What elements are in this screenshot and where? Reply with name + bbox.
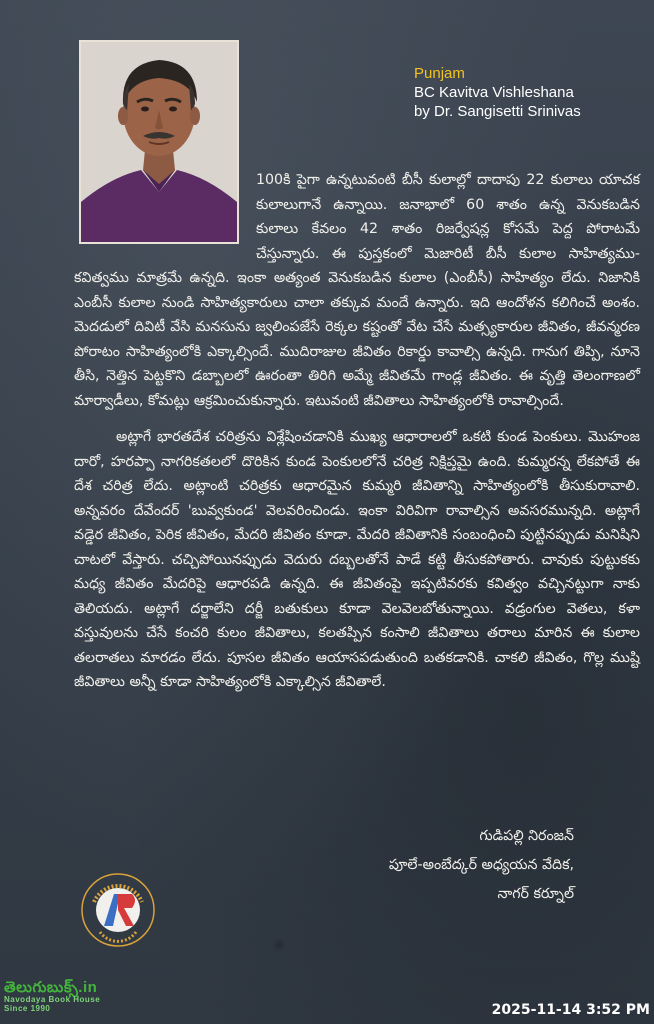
publisher-watermark xyxy=(4,980,100,1013)
body-text xyxy=(74,168,640,695)
signature-place: నాగర్ కర్నూల్ xyxy=(497,886,574,902)
book-author: by Dr. Sangisetti Srinivas xyxy=(414,103,581,120)
organization-seal-logo xyxy=(80,872,156,948)
signature-name: గుడిపల్లి నిరంజన్ xyxy=(479,828,574,844)
signature-organization: పూలే-అంబేద్కర్ అధ్యయన వేదిక, xyxy=(388,857,574,873)
watermark-site: తెలుగుబుక్స్.in xyxy=(4,979,98,996)
printing-smudge xyxy=(272,938,286,952)
watermark-since: Since 1990 xyxy=(4,1004,51,1013)
paragraph-1: 100కి పైగా ఉన్నటువంటి బీసీ కులాల్లో దాదాపు 22 కులాలు యాచక కులాలుగానే ఉన్నాయి. జనాభాలో 60 శాతం ఉన్న వెనుకబడిన కులాలు కేవలం 42 శాతం రిజర్వేషన్ల కోసమే పెద్ద పోరాటమే చేస్తున్నారు. ఈ పుస్తకంలో మెజారిటీ బీసీ కులాల సాహిత్యము- కవిత్వము మాత్రమే ఉన్నది. ఇంకా అత్యంత వెనుకబడిన కులాల (ఎంబీసీ) సాహిత్యం లేదు. నిజానికి ఎంబీసీ కులాల నుండి సాహిత్యకారులు చాలా తక్కువ మందే ఉన్నారు. ఇది ఆందోళన కలిగించే అంశం. మెదడులో దివిటీ వేసి మనసును జ్వలింపజేసే రెక్కల కష్టంతో వేట చేసే మత్స్యకారుల జీవితం, జీవన్మరణ పోరాటం సాహిత్యంలోకి ఎక్కాల్సిందే. ముదిరాజుల జీవితం రికార్డు కావాల్సి ఉన్నది. గానుగ తిప్పి, నూనె తీసి, నెత్తిన పెట్టకొని డబ్బాలలో ఊరంతా తిరిగి అమ్మే జీవితమే గాండ్ల జీవితం. ఈ వృత్తి తెలంగాణలో మార్వాడీలు, కోమట్లు ఆక్రమించుకున్నారు. ఇటువంటి జీవితాలు సాహిత్యంలోకి రావాల్సిందే. xyxy=(74,172,640,409)
watermark-publisher: Navodaya Book House xyxy=(4,995,101,1004)
signature-block xyxy=(254,822,574,909)
paragraph-2: అట్లాగే భారతదేశ చరిత్రను విశ్లేషించడానికి ముఖ్య ఆధారాలలో ఒకటి కుండ పెంకులు. మొహంజ దారో, హరప్పా నాగరికతలలో దొరికిన కుండ పెంకులలోనే చరిత్ర నిక్షిప్తమై ఉంది. కుమ్మరన్న లేకపోతే ఈ దేశ చరిత్ర లేదు. అట్లాంటి చరిత్రకు ఆధారమైన కుమ్మరి జీవితాన్ని సాహిత్యంలోకి తీసుకురావాలి. అన్నవరం దేవేందర్ 'బువ్వకుండ' వెలవరించిండు. ఇంకా విరివిగా రావాల్సిన అవసరమున్నది. అట్లాగే వడ్డెర జీవితం, పెరిక జీవితం, మేదరి జీవితం కూడా. మేదరి జీవితానికి సంబంధించి పుట్టినప్పుడు మనిషిని చాటలో వేస్తారు. చచ్చిపోయినప్పుడు వెదురు దబ్బలతోనే పాడే కట్టి తీసుకపోతారు. చావుకు పుట్టుకకు మధ్య జీవితం మేదరిపై ఆధారపడి ఉన్నది. ఈ జీవితంపై ఇప్పటివరకు కవిత్వం వచ్చినట్టుగా నాకు తెలియదు. అట్లాగే దర్జాలేని దర్జీ బతుకులు కూడా వెలవెలబోతున్నాయి. వడ్రంగుల వెతలు, కళా వస్తువులను చేసే కంచరి కులం జీవితాలు, కలతప్పిన కంసాలి జీవితాలు తరాలు మారిన ఈ కులాల తలరాతలు మారడం లేదు. పూసల జీవితం ఆయాసపడుతుంది బతకడానికి. చాకలి జీవితం, గొల్ల ముష్టి జీవితాలు అన్నీ కూడా సాహిత్యంలోకి ఎక్కాల్సిన జీవితాలే. xyxy=(74,429,641,690)
photo-spacer xyxy=(74,168,256,242)
photo-timestamp: 2025-11-14 3:52 PM xyxy=(491,1002,650,1018)
book-title-block xyxy=(414,64,646,121)
book-title: Punjam xyxy=(414,65,465,82)
book-subtitle: BC Kavitva Vishleshana xyxy=(414,84,574,101)
